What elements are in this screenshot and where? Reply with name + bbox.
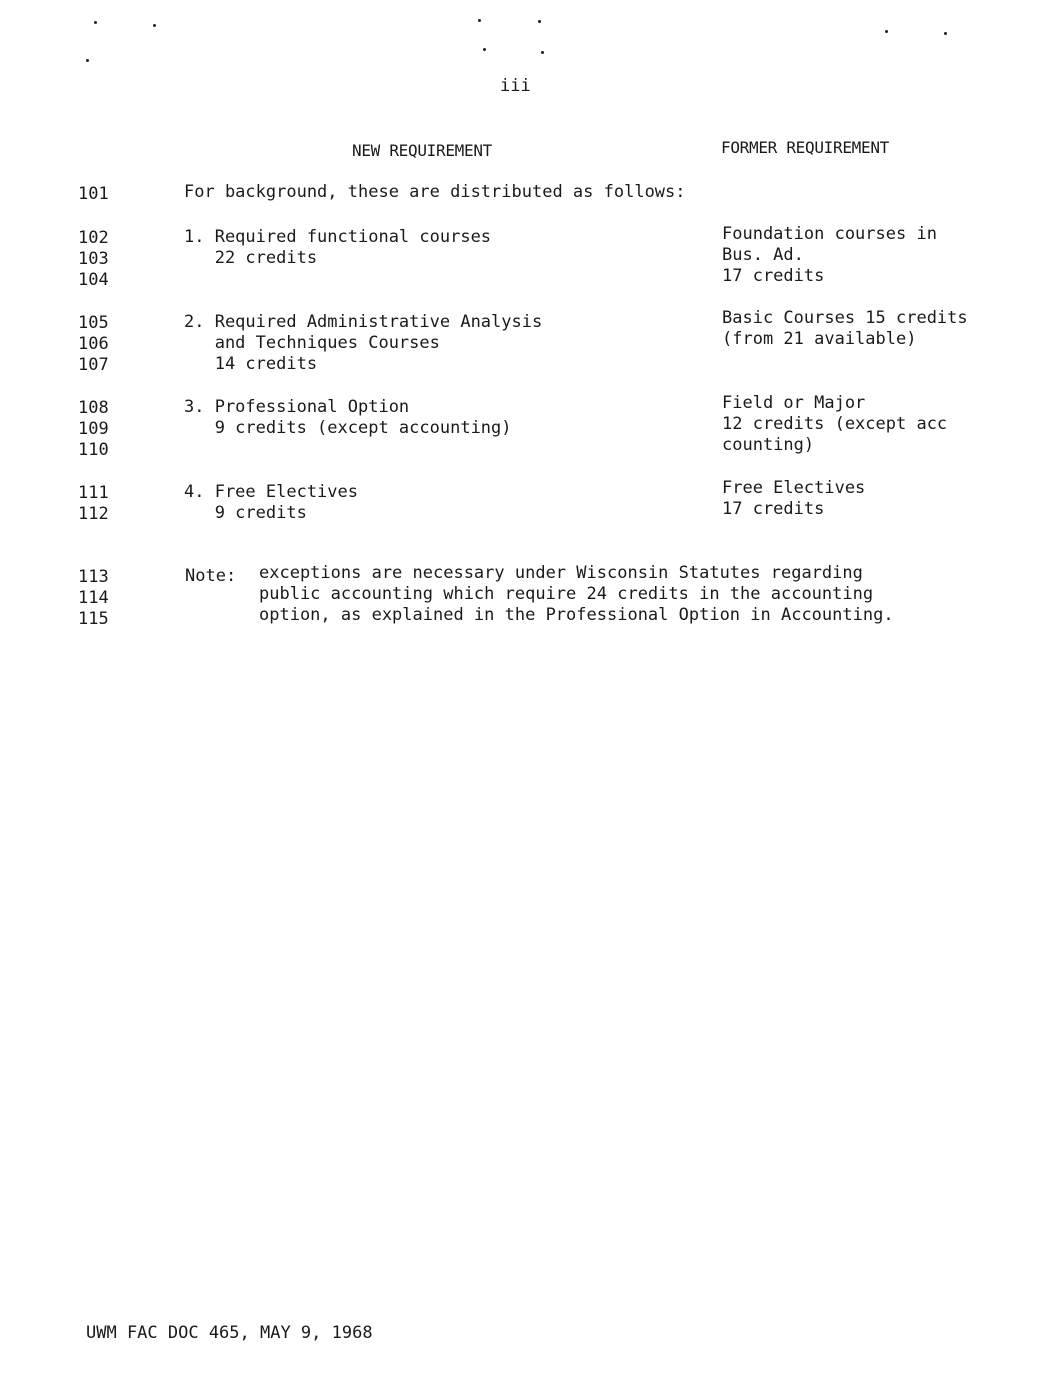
document-footer: UWM FAC DOC 465, MAY 9, 1968 — [86, 1323, 373, 1343]
former-requirement-line: Bus. Ad. — [722, 245, 804, 265]
header-former-requirement: FORMER REQUIREMENT — [721, 138, 889, 157]
scan-speck — [94, 21, 97, 24]
new-requirement-line: 1. Required functional courses — [184, 227, 492, 247]
former-requirement-line: 17 credits — [722, 266, 825, 286]
new-requirement-line: 22 credits — [184, 248, 318, 268]
page-number: iii — [500, 76, 531, 96]
scan-speck — [944, 32, 947, 35]
note-line: option, as explained in the Professional Option in Accounting. — [259, 605, 894, 625]
former-requirement-line: Field or Major — [722, 393, 866, 413]
scan-speck — [538, 20, 541, 23]
line-number: 112 — [78, 504, 109, 524]
former-requirement-line: (from 21 available) — [722, 329, 917, 349]
line-number: 108 — [78, 398, 109, 418]
line-number: 103 — [78, 249, 109, 269]
scan-speck — [483, 48, 486, 51]
line-number: 104 — [78, 270, 109, 290]
note-line: public accounting which require 24 credits in the accounting — [259, 584, 874, 604]
new-requirement-line: 3. Professional Option — [184, 397, 410, 417]
scan-speck — [153, 24, 156, 27]
line-number: 106 — [78, 334, 109, 354]
new-requirement-line: 9 credits — [184, 503, 307, 523]
line-number: 113 — [78, 567, 109, 587]
scan-speck — [885, 30, 888, 33]
new-requirement-line: 4. Free Electives — [184, 482, 358, 502]
new-requirement-line: 9 credits (except accounting) — [184, 418, 512, 438]
line-number: 109 — [78, 419, 109, 439]
line-number: 110 — [78, 440, 109, 460]
line-number: 114 — [78, 588, 109, 608]
former-requirement-line: Free Electives — [722, 478, 866, 498]
new-requirement-line: 14 credits — [184, 354, 318, 374]
former-requirement-line: 12 credits (except acc — [722, 414, 948, 434]
scan-speck — [86, 59, 89, 62]
scan-speck — [478, 19, 481, 22]
former-requirement-line: counting) — [722, 435, 815, 455]
line-number: 101 — [78, 184, 109, 204]
new-requirement-line: 2. Required Administrative Analysis — [184, 312, 543, 332]
line-number: 115 — [78, 609, 109, 629]
former-requirement-line: Foundation courses in — [722, 224, 937, 244]
header-new-requirement: NEW REQUIREMENT — [352, 141, 492, 160]
line-number: 105 — [78, 313, 109, 333]
intro-text: For background, these are distributed as follows: — [184, 182, 686, 202]
note-label: Note: — [185, 566, 237, 586]
line-number: 111 — [78, 483, 109, 503]
scan-speck — [541, 51, 544, 54]
note-line: exceptions are necessary under Wisconsin Statutes regarding — [259, 563, 863, 583]
former-requirement-line: 17 credits — [722, 499, 825, 519]
line-number: 102 — [78, 228, 109, 248]
former-requirement-line: Basic Courses 15 credits — [722, 308, 968, 328]
line-number: 107 — [78, 355, 109, 375]
new-requirement-line: and Techniques Courses — [184, 333, 440, 353]
